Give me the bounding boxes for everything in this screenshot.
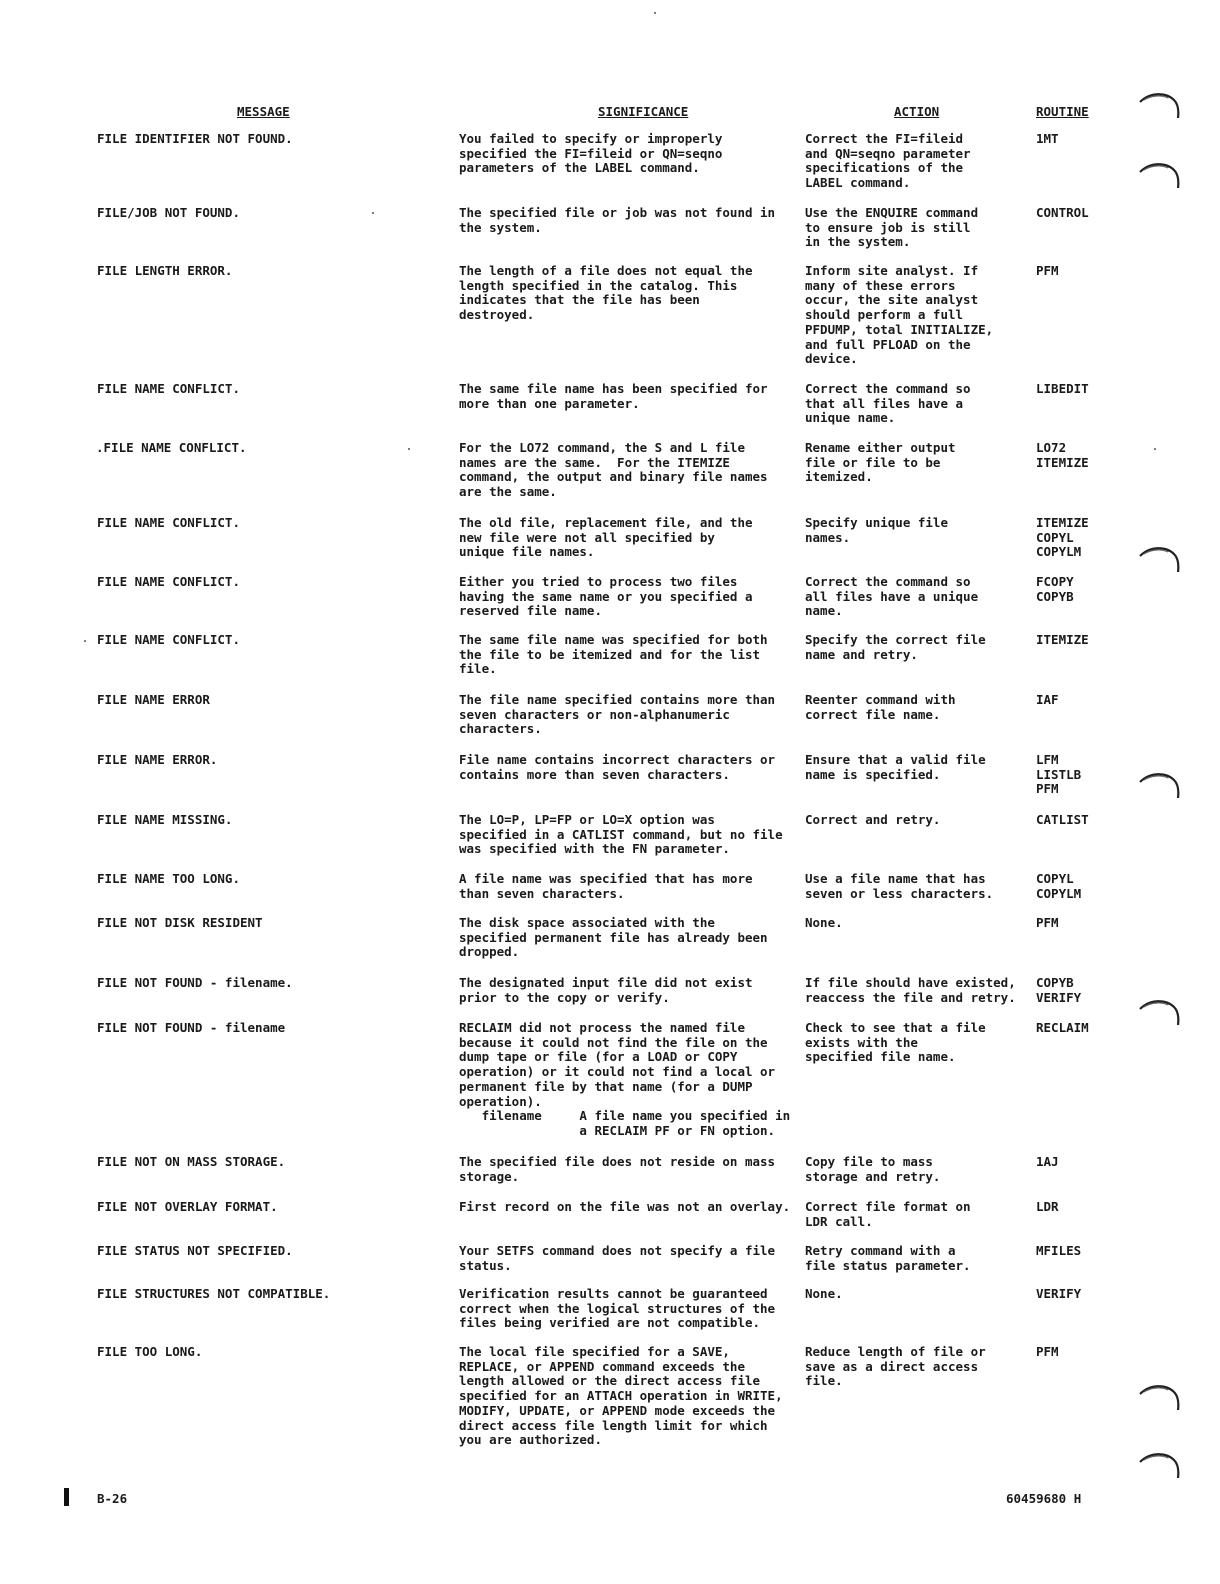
significance-line: command, the output and binary file names — [459, 469, 768, 485]
routine-line: 1MT — [1036, 131, 1059, 146]
significance-line: The disk space associated with the — [459, 915, 715, 930]
routine-line: 1AJ — [1036, 1154, 1059, 1169]
action-cell — [805, 264, 1030, 367]
action-line: all files have a unique — [805, 588, 979, 604]
significance-line: because it could not find the file on the — [459, 1034, 768, 1050]
significance-cell — [459, 693, 799, 737]
significance-line: Either you tried to process two files — [459, 574, 738, 589]
action-line: specifications of the — [805, 160, 964, 176]
routine-line: ITEMIZE — [1036, 454, 1089, 470]
message-cell: FILE NAME TOO LONG. — [97, 871, 240, 886]
significance-line: Verification results cannot be guaranteed — [459, 1286, 768, 1301]
action-line: Rename either output — [805, 440, 956, 455]
significance-line: First record on the file was not an overlay. — [459, 1199, 791, 1214]
routine-cell — [1036, 382, 1126, 397]
routine-line: COPYL — [1036, 529, 1074, 545]
action-cell — [805, 1345, 1030, 1389]
action-line: Use a file name that has — [805, 871, 986, 886]
message-cell: FILE NAME CONFLICT. — [97, 632, 240, 647]
significance-cell — [459, 976, 799, 1005]
action-line: Reenter command with — [805, 692, 956, 707]
significance-line: a RECLAIM PF or FN option. — [459, 1122, 776, 1138]
significance-line: dump tape or file (for a LOAD or COPY — [459, 1049, 738, 1065]
significance-cell — [459, 1021, 799, 1139]
routine-line: COPYLM — [1036, 544, 1082, 560]
significance-line: the file to be itemized and for the list — [459, 646, 761, 662]
routine-line: COPYL — [1036, 871, 1074, 886]
action-cell — [805, 1287, 1030, 1302]
routine-cell — [1036, 206, 1126, 221]
message-cell: FILE NOT FOUND - filename. — [97, 975, 293, 990]
significance-cell — [459, 264, 799, 323]
routine-line: LISTLB — [1036, 766, 1082, 782]
routine-line: FCOPY — [1036, 574, 1074, 589]
scan-speck — [372, 212, 374, 214]
action-line: itemized. — [805, 469, 873, 485]
significance-line: than seven characters. — [459, 885, 625, 901]
binder-hole-mark — [1138, 1448, 1182, 1484]
routine-cell — [1036, 132, 1126, 147]
significance-line: MODIFY, UPDATE, or APPEND mode exceeds the — [459, 1402, 776, 1418]
message-cell: FILE LENGTH ERROR. — [97, 263, 233, 278]
binder-hole-mark — [1138, 158, 1182, 194]
significance-line: The specified file or job was not found in — [459, 205, 776, 220]
routine-line: VERIFY — [1036, 1286, 1082, 1301]
routine-line: LIBEDIT — [1036, 381, 1089, 396]
significance-line: more than one parameter. — [459, 395, 640, 411]
significance-line: names are the same. For the ITEMIZE — [459, 454, 730, 470]
action-line: If file should have existed, — [805, 975, 1016, 990]
significance-line: The old file, replacement file, and the — [459, 515, 753, 530]
routine-line: ITEMIZE — [1036, 632, 1089, 647]
significance-cell — [459, 633, 799, 677]
message-cell: FILE NAME ERROR — [97, 692, 210, 707]
action-cell — [805, 1155, 1030, 1184]
action-cell — [805, 1244, 1030, 1273]
message-cell: FILE NOT DISK RESIDENT — [97, 915, 263, 930]
routine-line: LO72 — [1036, 440, 1067, 455]
binder-hole-mark — [1138, 1380, 1182, 1416]
action-line: None. — [805, 915, 843, 930]
binder-hole-mark — [1138, 768, 1182, 804]
action-line: Reduce length of file or — [805, 1344, 986, 1359]
message-cell: FILE NAME ERROR. — [97, 752, 218, 767]
routine-line: CATLIST — [1036, 812, 1089, 827]
routine-cell — [1036, 813, 1126, 828]
scan-speck — [408, 448, 410, 450]
significance-cell — [459, 1244, 799, 1273]
routine-cell — [1036, 916, 1126, 931]
action-line: correct file name. — [805, 706, 941, 722]
significance-line: was specified with the FN parameter. — [459, 841, 730, 857]
significance-line: The local file specified for a SAVE, — [459, 1344, 730, 1359]
routine-cell — [1036, 1021, 1126, 1036]
significance-line: For the LO72 command, the S and L file — [459, 440, 745, 455]
significance-line: The same file name was specified for both — [459, 632, 768, 647]
significance-line: operation). — [459, 1093, 542, 1109]
binder-hole-mark — [1138, 88, 1182, 124]
action-line: storage and retry. — [805, 1168, 941, 1184]
significance-cell — [459, 575, 799, 619]
significance-line: The file name specified contains more than — [459, 692, 776, 707]
header-significance: SIGNIFICANCE — [598, 104, 689, 119]
routine-cell — [1036, 872, 1126, 901]
action-cell — [805, 872, 1030, 901]
binder-hole-mark — [1138, 542, 1182, 578]
significance-cell — [459, 872, 799, 901]
significance-line: permanent file by that name (for a DUMP — [459, 1078, 753, 1094]
action-line: save as a direct access — [805, 1358, 979, 1374]
significance-line: files being verified are not compatible. — [459, 1315, 761, 1331]
significance-line: The same file name has been specified for — [459, 381, 768, 396]
action-line: Ensure that a valid file — [805, 752, 986, 767]
action-line: LDR call. — [805, 1213, 873, 1229]
action-cell — [805, 813, 1030, 828]
action-cell — [805, 976, 1030, 1005]
page-number: B-26 — [97, 1491, 128, 1506]
action-line: file or file to be — [805, 454, 941, 470]
routine-cell — [1036, 1200, 1126, 1215]
significance-cell — [459, 1287, 799, 1331]
action-cell — [805, 575, 1030, 619]
routine-line: PFM — [1036, 781, 1059, 797]
scan-speck — [84, 640, 86, 642]
significance-cell — [459, 206, 799, 235]
action-line: occur, the site analyst — [805, 292, 979, 308]
significance-line: parameters of the LABEL command. — [459, 160, 700, 176]
message-cell: FILE NAME MISSING. — [97, 812, 233, 827]
routine-line: ITEMIZE — [1036, 515, 1089, 530]
message-cell: FILE NAME CONFLICT. — [97, 381, 240, 396]
header-action: ACTION — [894, 104, 940, 119]
action-line: should perform a full — [805, 307, 964, 323]
action-cell — [805, 916, 1030, 931]
change-bar — [64, 1488, 69, 1506]
routine-line: IAF — [1036, 692, 1059, 707]
action-cell — [805, 516, 1030, 545]
significance-line: The LO=P, LP=FP or LO=X option was — [459, 812, 715, 827]
routine-line: LFM — [1036, 752, 1059, 767]
document-number: 60459680 H — [1006, 1491, 1082, 1506]
action-line: name and retry. — [805, 646, 918, 662]
significance-line: characters. — [459, 721, 542, 737]
action-cell — [805, 633, 1030, 662]
significance-line: specified in a CATLIST command, but no file — [459, 826, 783, 842]
message-cell: FILE STATUS NOT SPECIFIED. — [97, 1243, 293, 1258]
action-line: name is specified. — [805, 766, 941, 782]
message-cell: FILE NAME CONFLICT. — [97, 515, 240, 530]
action-line: Correct the command so — [805, 574, 971, 589]
significance-line: Your SETFS command does not specify a file — [459, 1243, 776, 1258]
action-line: Use the ENQUIRE command — [805, 205, 979, 220]
action-line: file. — [805, 1373, 843, 1389]
significance-cell — [459, 753, 799, 782]
action-line: Specify unique file — [805, 515, 948, 530]
significance-line: filename A file name you specified in — [459, 1108, 791, 1124]
routine-cell — [1036, 633, 1126, 648]
routine-cell — [1036, 753, 1126, 797]
action-line: None. — [805, 1286, 843, 1301]
header-routine: ROUTINE — [1036, 104, 1089, 119]
action-line: seven or less characters. — [805, 885, 994, 901]
message-cell: FILE NOT FOUND - filename — [97, 1020, 286, 1035]
action-line: and full PFLOAD on the — [805, 336, 971, 352]
action-line: specified file name. — [805, 1049, 956, 1065]
significance-line: file. — [459, 661, 497, 677]
significance-cell — [459, 916, 799, 960]
significance-line: length specified in the catalog. This — [459, 277, 738, 293]
routine-cell — [1036, 976, 1126, 1005]
routine-line: CONTROL — [1036, 205, 1089, 220]
binder-hole-mark — [1138, 995, 1182, 1031]
message-cell: FILE NOT ON MASS STORAGE. — [97, 1154, 286, 1169]
action-line: PFDUMP, total INITIALIZE, — [805, 321, 994, 337]
routine-line: LDR — [1036, 1199, 1059, 1214]
message-cell: FILE IDENTIFIER NOT FOUND. — [97, 131, 293, 146]
action-cell — [805, 753, 1030, 782]
routine-cell — [1036, 441, 1126, 470]
significance-cell — [459, 441, 799, 500]
action-cell — [805, 693, 1030, 722]
significance-cell — [459, 382, 799, 411]
action-line: and QN=seqno parameter — [805, 145, 971, 161]
action-line: exists with the — [805, 1034, 918, 1050]
action-line: that all files have a — [805, 395, 964, 411]
routine-line: PFM — [1036, 915, 1059, 930]
action-cell — [805, 1200, 1030, 1229]
significance-cell — [459, 132, 799, 176]
routine-line: PFM — [1036, 1344, 1059, 1359]
action-line: Correct file format on — [805, 1199, 971, 1214]
routine-line: COPYB — [1036, 975, 1074, 990]
routine-cell — [1036, 1244, 1126, 1259]
significance-line: prior to the copy or verify. — [459, 989, 670, 1005]
action-line: to ensure job is still — [805, 219, 971, 235]
significance-line: operation) or it could not find a local or — [459, 1064, 776, 1080]
action-cell — [805, 132, 1030, 191]
action-line: unique name. — [805, 410, 896, 426]
routine-cell — [1036, 1287, 1126, 1302]
action-line: in the system. — [805, 234, 911, 250]
significance-line: specified for an ATTACH operation in WRITE, — [459, 1388, 783, 1404]
routine-line: COPYB — [1036, 588, 1074, 604]
significance-line: A file name was specified that has more — [459, 871, 753, 886]
significance-line: unique file names. — [459, 544, 595, 560]
action-line: Specify the correct file — [805, 632, 986, 647]
significance-line: new file were not all specified by — [459, 529, 715, 545]
routine-cell — [1036, 575, 1126, 604]
action-line: Check to see that a file — [805, 1020, 986, 1035]
routine-cell — [1036, 264, 1126, 279]
message-cell: FILE NOT OVERLAY FORMAT. — [97, 1199, 278, 1214]
header-message: MESSAGE — [237, 104, 290, 119]
routine-cell — [1036, 516, 1126, 560]
significance-line: specified permanent file has already been — [459, 929, 768, 945]
message-cell: FILE STRUCTURES NOT COMPATIBLE. — [97, 1286, 331, 1301]
significance-line: The length of a file does not equal the — [459, 263, 753, 278]
significance-line: destroyed. — [459, 307, 535, 323]
message-cell: FILE/JOB NOT FOUND. — [97, 205, 240, 220]
action-line: reaccess the file and retry. — [805, 989, 1016, 1005]
routine-cell — [1036, 1155, 1126, 1170]
routine-line: COPYLM — [1036, 885, 1082, 901]
scan-speck — [1154, 448, 1156, 450]
significance-line: The specified file does not reside on mass — [459, 1154, 776, 1169]
significance-line: You failed to specify or improperly — [459, 131, 723, 146]
action-line: LABEL command. — [805, 175, 911, 191]
action-cell — [805, 206, 1030, 250]
action-cell — [805, 382, 1030, 426]
action-line: Correct the FI=fileid — [805, 131, 964, 146]
significance-line: contains more than seven characters. — [459, 766, 730, 782]
scan-speck — [654, 12, 656, 14]
significance-cell — [459, 1200, 799, 1215]
routine-line: MFILES — [1036, 1243, 1082, 1258]
routine-line: VERIFY — [1036, 989, 1082, 1005]
significance-line: the system. — [459, 219, 542, 235]
significance-line: are the same. — [459, 484, 557, 500]
message-cell: .FILE NAME CONFLICT. — [96, 440, 247, 455]
significance-line: correct when the logical structures of the — [459, 1300, 776, 1316]
action-line: Correct the command so — [805, 381, 971, 396]
significance-cell — [459, 1155, 799, 1184]
significance-line: The designated input file did not exist — [459, 975, 753, 990]
significance-cell — [459, 516, 799, 560]
significance-cell — [459, 1345, 799, 1448]
action-line: Inform site analyst. If — [805, 263, 979, 278]
action-line: Retry command with a — [805, 1243, 956, 1258]
significance-line: RECLAIM did not process the named file — [459, 1020, 745, 1035]
action-line: names. — [805, 529, 851, 545]
significance-line: you are authorized. — [459, 1432, 602, 1448]
significance-line: indicates that the file has been — [459, 292, 700, 308]
action-line: name. — [805, 603, 843, 619]
significance-line: seven characters or non-alphanumeric — [459, 706, 730, 722]
significance-cell — [459, 813, 799, 857]
routine-line: PFM — [1036, 263, 1059, 278]
action-line: many of these errors — [805, 277, 956, 293]
routine-cell — [1036, 1345, 1126, 1360]
significance-line: length allowed or the direct access file — [459, 1373, 761, 1389]
action-line: Copy file to mass — [805, 1154, 933, 1169]
action-cell — [805, 441, 1030, 485]
routine-line: RECLAIM — [1036, 1020, 1089, 1035]
message-cell: FILE NAME CONFLICT. — [97, 574, 240, 589]
significance-line: status. — [459, 1257, 512, 1273]
significance-line: specified the FI=fileid or QN=seqno — [459, 145, 723, 161]
action-line: file status parameter. — [805, 1257, 971, 1273]
action-line: device. — [805, 351, 858, 367]
significance-line: having the same name or you specified a — [459, 588, 753, 604]
message-cell: FILE TOO LONG. — [97, 1344, 203, 1359]
routine-cell — [1036, 693, 1126, 708]
significance-line: storage. — [459, 1168, 520, 1184]
significance-line: reserved file name. — [459, 603, 602, 619]
action-cell — [805, 1021, 1030, 1065]
significance-line: File name contains incorrect characters or — [459, 752, 776, 767]
action-line: Correct and retry. — [805, 812, 941, 827]
significance-line: REPLACE, or APPEND command exceeds the — [459, 1358, 745, 1374]
significance-line: dropped. — [459, 944, 520, 960]
significance-line: direct access file length limit for which — [459, 1417, 768, 1433]
